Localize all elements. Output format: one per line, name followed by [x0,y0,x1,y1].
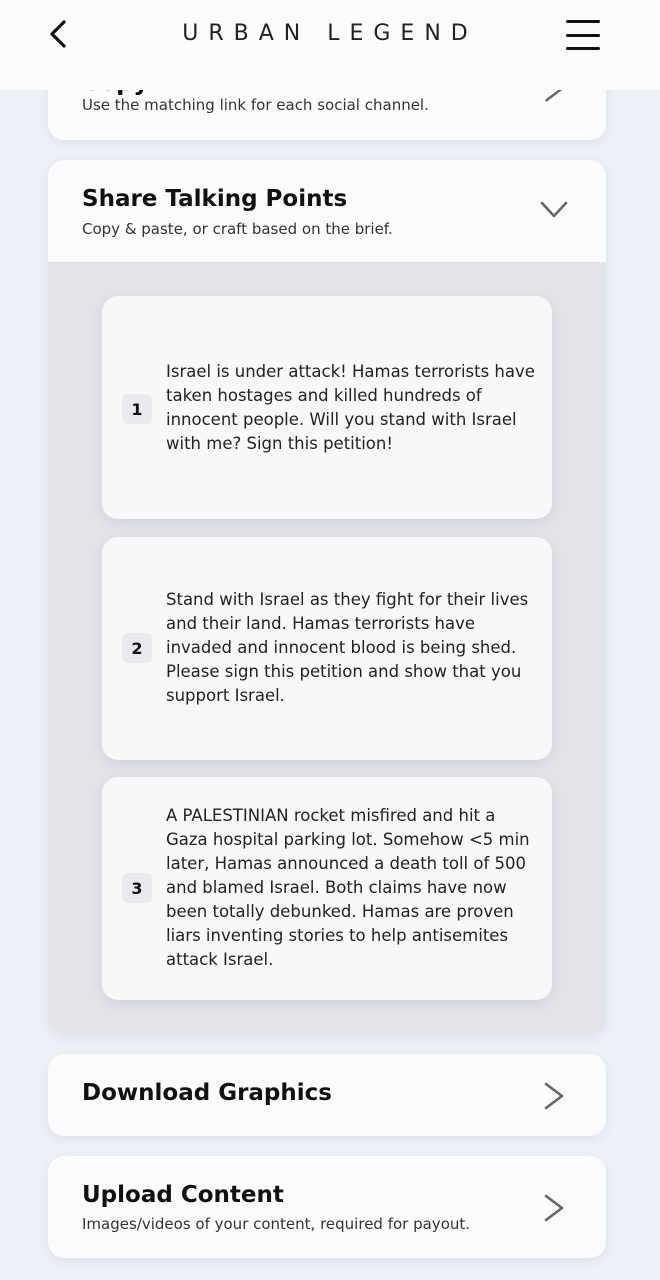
upload-content-card[interactable] [48,1156,606,1258]
copy-links-subtitle: Use the matching link for each social channel. [82,96,429,114]
talking-point-card[interactable] [102,777,552,1000]
share-talking-points-header[interactable] [48,160,606,262]
talking-point-text: Israel is under attack! Hamas terrorists have taken hostages and killed hundreds of innocent people. Will you stand with Israel with me? Sign this petition! [166,362,535,453]
talking-point-number: 3 [122,873,152,903]
brand-logo: URBAN LEGEND [182,21,478,46]
menu-button[interactable] [566,20,606,50]
chevron-right-icon [542,1192,566,1224]
app-header [0,0,660,90]
download-graphics-card[interactable] [48,1054,606,1136]
chevron-down-icon [538,198,570,222]
upload-content-title: Upload Content [82,1182,284,1208]
chevron-right-icon [542,1080,566,1112]
section-title: Share Talking Points [82,186,348,212]
talking-point-text: A PALESTINIAN rocket misfired and hit a Gaza hospital parking lot. Somehow <5 min later, Hamas announced a death toll of 500 and blamed Israel. Both claims have now been totally debunked. Hamas are proven liars inventing stories to help antisemites attack Israel. [166,806,530,969]
upload-content-subtitle: Images/videos of your content, required for payout. [82,1215,471,1233]
talking-point-text: Stand with Israel as they fight for their lives and their land. Hamas terrorists have invaded and innocent blood is being shed. Please sign this petition and show that you support Israel. [166,590,529,705]
talking-point-card[interactable] [102,296,552,519]
talking-point-card[interactable] [102,537,552,760]
talking-point-number: 2 [122,633,152,663]
section-subtitle: Copy & paste, or craft based on the brief. [82,220,393,238]
download-graphics-title: Download Graphics [82,1080,332,1106]
hamburger-menu-icon [566,20,600,23]
share-talking-points-section [48,160,606,1034]
talking-point-number: 1 [122,394,152,424]
